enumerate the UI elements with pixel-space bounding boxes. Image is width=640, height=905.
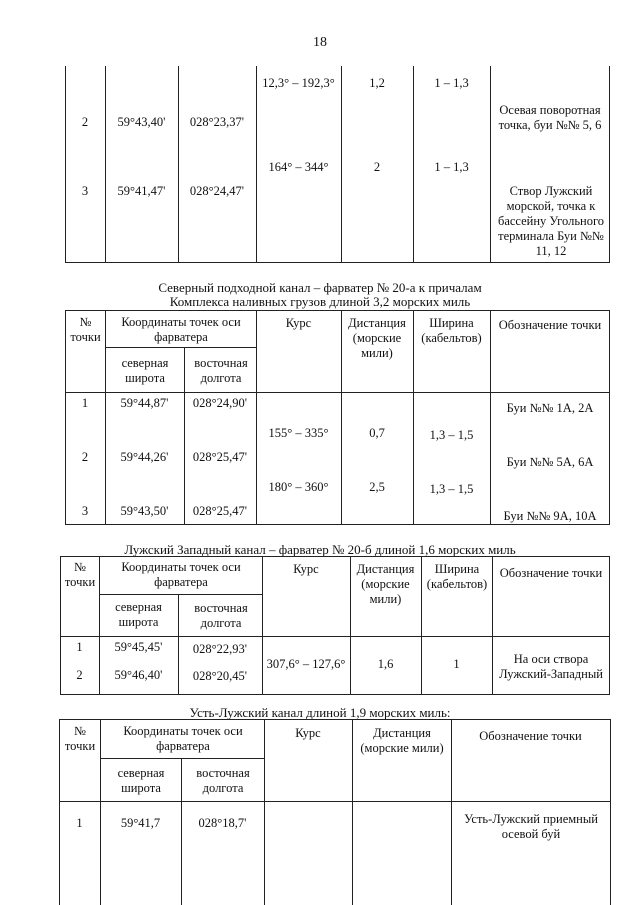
table-row-number: 1 [76,640,83,654]
table-row-mark: Створ Лужский морской, точка к бассейну Угольного терминала Буи №№ 11, 12 [497,184,605,258]
table-row-distance: 2,5 [369,480,385,494]
header-north-latitude: северная широта [117,766,165,795]
section-title: Усть-Лужский канал длиной 1,9 морских миль: [189,705,451,720]
table-row-mark: Усть-Лужский приемный осевой буй [464,812,598,841]
table-row-number: 2 [76,668,83,682]
header-distance: Дистанция (морские мили) [360,726,444,755]
header-distance: Дистанция (морские мили) [348,316,406,360]
table-row-latitude: 59°46,40' [114,668,163,682]
header-east-longitude: восточная долгота [194,601,248,630]
header-number: № точки [70,315,101,344]
table-row-longitude: 028°24,90' [192,396,248,410]
table-row-number: 2 [81,115,89,129]
table-row-latitude: 59°43,50' [120,504,169,518]
section-title: Северный подходной канал – фарватер № 20-а к причалам [158,280,482,295]
header-width: Ширина (кабельтов) [421,316,482,345]
table-row-latitude: 59°43,40' [117,115,166,129]
table-row-number: 1 [76,816,83,830]
table-row-width: 1 – 1,3 [434,76,469,90]
table-row-course: 155° – 335° [268,426,329,440]
header-mark: Обозначение точки [498,318,602,332]
table-row-width: 1 [453,657,460,671]
header-east-longitude: восточная долгота [196,766,250,795]
table-row-longitude: 028°25,47' [192,504,248,518]
page-number: 18 [313,35,327,50]
table-row-longitude: 028°18,7' [198,816,247,830]
table-row-distance: 1,6 [377,657,394,671]
table-row-longitude: 028°24,47' [189,184,245,198]
table-row-mark: На оси створа Лужский-Западный [499,652,603,681]
header-north-latitude: северная широта [115,600,162,629]
section-title: Лужский Западный канал – фарватер № 20-б длиной 1,6 морских миль [124,542,516,557]
header-number: № точки [64,724,96,753]
table-row-number: 1 [81,396,89,410]
table-row-mark: Буи №№ 5А, 6А [506,455,594,469]
table-row-number: 3 [81,184,89,198]
header-coordinates: Координаты точек оси фарватера [123,724,243,753]
table-row-latitude: 59°45,45' [114,640,163,654]
table-row-course: 307,6° – 127,6° [266,657,346,671]
table-row-latitude: 59°44,87' [120,396,169,410]
header-north-latitude: северная широта [121,356,169,385]
table-row-number: 3 [81,504,89,518]
header-course: Курс [293,562,319,576]
table-row-mark: Буи №№ 9А, 10А [503,509,597,523]
table-row-width: 1 – 1,3 [434,160,469,174]
table-row-course: 180° – 360° [268,480,329,494]
table-row-longitude: 028°23,37' [189,115,245,129]
header-coordinates: Координаты точек оси фарватера [121,315,241,344]
table-row-longitude: 028°25,47' [192,450,248,464]
table-row-mark: Буи №№ 1А, 2А [506,401,594,415]
table-row-latitude: 59°44,26' [120,450,169,464]
table-row-course: 12,3° – 192,3° [262,76,335,90]
header-east-longitude: восточная долгота [194,356,248,385]
header-mark: Обозначение точки [499,566,603,580]
table-row-number: 2 [81,450,89,464]
table-row-distance: 0,7 [369,426,385,440]
table-row-width: 1,3 – 1,5 [429,428,474,442]
header-distance: Дистанция (морские мили) [356,562,415,606]
section-subtitle: Комплекса наливных грузов длиной 3,2 морских миль [169,294,471,309]
header-width: Ширина (кабельтов) [426,562,488,591]
header-coordinates: Координаты точек оси фарватера [121,560,241,589]
table-row-latitude: 59°41,7 [120,816,161,830]
table-row-mark: Осевая поворотная точка, буи №№ 5, 6 [498,103,602,132]
table-row-width: 1,3 – 1,5 [429,482,474,496]
header-course: Курс [285,316,312,330]
header-course: Курс [295,726,321,740]
table-row-longitude: 028°22,93' [192,642,248,656]
table-row-distance: 2 [373,160,381,174]
header-number: № точки [64,560,96,589]
table-row-distance: 1,2 [369,76,385,90]
header-mark: Обозначение точки [479,729,582,743]
table-row-course: 164° – 344° [268,160,329,174]
table-row-longitude: 028°20,45' [192,669,248,683]
table-row-latitude: 59°41,47' [117,184,166,198]
